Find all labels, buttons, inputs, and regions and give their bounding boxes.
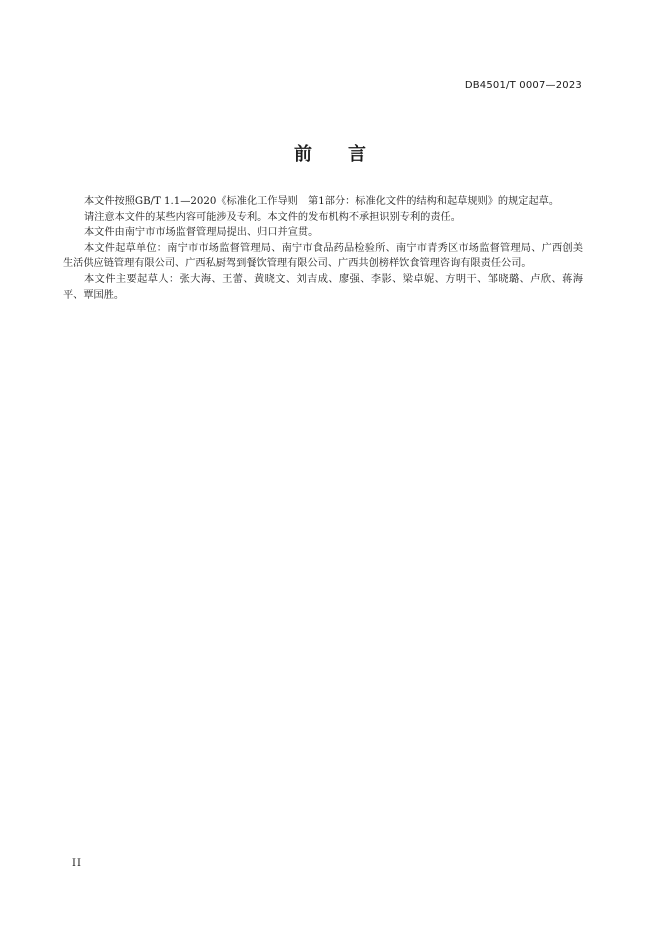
title-char-2: 言: [348, 144, 368, 165]
title-char-1: 前: [294, 144, 314, 165]
paragraph-drafting-units: 本文件起草单位：南宁市市场监督管理局、南宁市食品药品检验所、南宁市青秀区市场监督管理局、广西创美生活供应链管理有限公司、广西私厨驾到餐饮管理有限公司、广西共创榜样饮食管理咨询有限责任公司。: [63, 242, 583, 270]
paragraph-drafters: 本文件主要起草人：张大海、王蕾、黄晓文、刘吉成、廖强、李影、梁卓妮、方明干、邹晓璐、卢欣、蒋海平、覃国胜。: [63, 273, 583, 301]
paragraph-drafting-basis: 本文件按照GB/T 1.1—2020《标准化工作导则 第1部分：标准化文件的结构和起草规则》的规定起草。: [84, 196, 560, 207]
page-number: II: [72, 858, 82, 869]
document-code: DB4501/T 0007—2023: [464, 80, 582, 91]
foreword-body: [63, 194, 583, 303]
page-title: [0, 140, 662, 166]
paragraph-proposer: 本文件由南宁市市场监督管理局提出、归口并宣贯。: [84, 227, 319, 239]
paragraph-patent-notice: 请注意本文件的某些内容可能涉及专利。本文件的发布机构不承担识别专利的责任。: [84, 211, 461, 223]
